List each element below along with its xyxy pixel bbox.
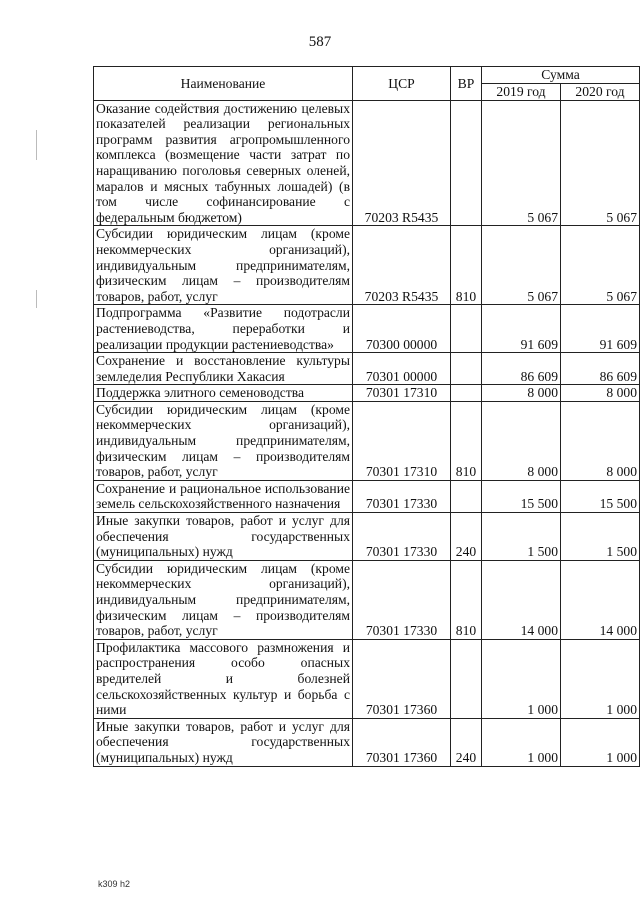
table-row: [94, 513, 640, 561]
row-amount-2020: 1 000: [561, 639, 640, 718]
row-csr: 70300 00000: [353, 305, 451, 353]
row-name: Сохранение и восстановление культуры земледелия Республики Хакасия: [94, 353, 353, 385]
row-csr: 70301 17310: [353, 385, 451, 402]
header-year-2020: 2020 год: [561, 83, 640, 100]
row-csr: 70301 17360: [353, 639, 451, 718]
table-row: [94, 480, 640, 512]
header-vr: ВР: [451, 67, 482, 101]
row-csr: 70301 17330: [353, 560, 451, 639]
row-vr: 810: [451, 401, 482, 480]
row-amount-2019: 86 609: [482, 353, 561, 385]
footer-code: k309 h2: [98, 879, 131, 889]
row-vr: [451, 100, 482, 226]
row-amount-2019: 1 000: [482, 639, 561, 718]
row-vr: 810: [451, 226, 482, 305]
row-amount-2019: 1 500: [482, 513, 561, 561]
table-row: [94, 226, 640, 305]
row-amount-2020: 1 000: [561, 718, 640, 766]
row-csr: 70301 17360: [353, 718, 451, 766]
row-amount-2019: 1 000: [482, 718, 561, 766]
row-amount-2020: 91 609: [561, 305, 640, 353]
row-amount-2019: 5 067: [482, 226, 561, 305]
table-row: [94, 353, 640, 385]
table-row: [94, 401, 640, 480]
row-csr: 70203 R5435: [353, 100, 451, 226]
row-vr: [451, 353, 482, 385]
row-vr: [451, 480, 482, 512]
row-name: Профилактика массового размножения и распространения особо опасных вредителей и болезней сельскохозяйственных культур и борьба с ними: [94, 639, 353, 718]
margin-mark: [36, 130, 37, 160]
row-amount-2020: 15 500: [561, 480, 640, 512]
header-name: Наименование: [94, 67, 353, 101]
row-amount-2019: 8 000: [482, 385, 561, 402]
row-csr: 70301 00000: [353, 353, 451, 385]
row-amount-2020: 8 000: [561, 401, 640, 480]
table-row: [94, 718, 640, 766]
row-amount-2020: 1 500: [561, 513, 640, 561]
row-name: Субсидии юридическим лицам (кроме некоммерческих организаций), индивидуальным предпринимателям, физическим лицам – производителям товаров, работ, услуг: [94, 226, 353, 305]
row-name: Иные закупки товаров, работ и услуг для обеспечения государственных (муниципальных) нужд: [94, 718, 353, 766]
row-name: Оказание содействия достижению целевых показателей реализации региональных программ развития агропромышленного комплекса (возмещение части затрат по наращиванию поголовья северных оленей, маралов и мясных табунных лошадей) (в том числе софинансирование с федеральным бюджетом): [94, 100, 353, 226]
row-name: Подпрограмма «Развитие подотрасли растениеводства, переработки и реализации продукции растениеводства»: [94, 305, 353, 353]
table-row: [94, 385, 640, 402]
row-vr: 810: [451, 560, 482, 639]
row-name: Сохранение и рациональное использование земель сельскохозяйственного назначения: [94, 480, 353, 512]
row-vr: [451, 385, 482, 402]
row-amount-2019: 8 000: [482, 401, 561, 480]
row-amount-2020: 5 067: [561, 226, 640, 305]
header-csr: ЦСР: [353, 67, 451, 101]
row-vr: [451, 639, 482, 718]
page-number: 587: [308, 34, 332, 50]
row-csr: 70301 17310: [353, 401, 451, 480]
row-amount-2020: 5 067: [561, 100, 640, 226]
row-vr: [451, 305, 482, 353]
table-row: [94, 639, 640, 718]
row-amount-2019: 15 500: [482, 480, 561, 512]
row-name: Поддержка элитного семеноводства: [94, 385, 353, 402]
row-name: Субсидии юридическим лицам (кроме некоммерческих организаций), индивидуальным предпринимателям, физическим лицам – производителям товаров, работ, услуг: [94, 401, 353, 480]
header-year-2019: 2019 год: [482, 83, 561, 100]
row-amount-2019: 5 067: [482, 100, 561, 226]
row-amount-2020: 8 000: [561, 385, 640, 402]
header-sum: Сумма: [482, 67, 640, 84]
budget-table: [93, 66, 640, 767]
row-csr: 70203 R5435: [353, 226, 451, 305]
margin-mark: [36, 290, 37, 308]
row-csr: 70301 17330: [353, 513, 451, 561]
row-vr: 240: [451, 718, 482, 766]
table-row: [94, 100, 640, 226]
table-row: [94, 305, 640, 353]
row-amount-2020: 86 609: [561, 353, 640, 385]
row-amount-2019: 14 000: [482, 560, 561, 639]
row-name: Иные закупки товаров, работ и услуг для обеспечения государственных (муниципальных) нужд: [94, 513, 353, 561]
row-amount-2020: 14 000: [561, 560, 640, 639]
table-row: [94, 560, 640, 639]
row-name: Субсидии юридическим лицам (кроме некоммерческих организаций), индивидуальным предпринимателям, физическим лицам – производителям товаров, работ, услуг: [94, 560, 353, 639]
row-amount-2019: 91 609: [482, 305, 561, 353]
row-csr: 70301 17330: [353, 480, 451, 512]
row-vr: 240: [451, 513, 482, 561]
